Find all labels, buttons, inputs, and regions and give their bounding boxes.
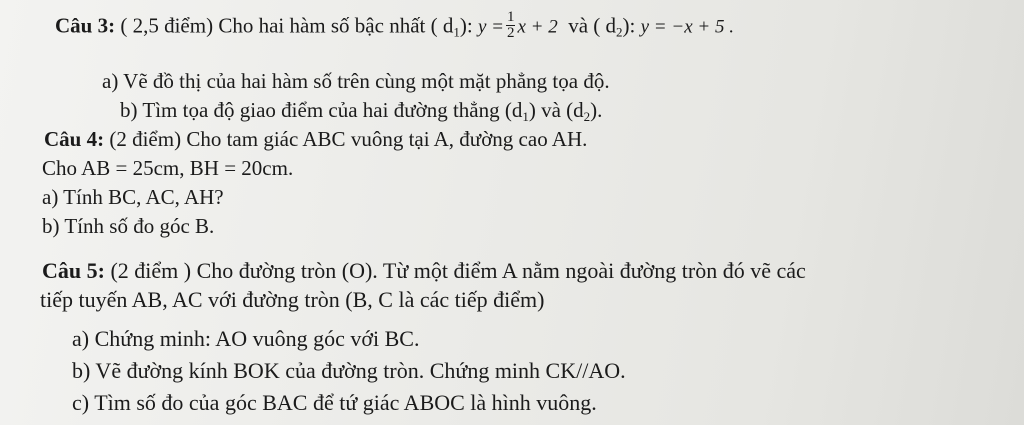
fraction-denominator: 2 bbox=[506, 25, 515, 41]
question-4-heading bbox=[44, 126, 587, 152]
question-5-heading bbox=[42, 258, 806, 284]
d2-subscript: 2 bbox=[616, 24, 623, 40]
question-5-part-c: c) Tìm số đo của góc BAC để tứ giác ABOC là hình vuông. bbox=[72, 390, 597, 415]
question-4-label: Câu 4: bbox=[44, 127, 105, 151]
d2-close: ): bbox=[622, 13, 636, 38]
equation-d1-lhs: y = bbox=[477, 16, 504, 38]
question-3-part-b-end: ). bbox=[590, 98, 603, 122]
equation-d2: y = −x + 5 . bbox=[640, 16, 734, 38]
question-5-part-b: b) Vẽ đường kính BOK của đường tròn. Chứng minh CK//AO. bbox=[72, 358, 626, 383]
question-3-label: Câu 3: bbox=[55, 13, 116, 38]
question-5-intro: (2 điểm ) Cho đường tròn (O). Từ một điểm A nằm ngoài đường tròn đó vẽ các bbox=[104, 258, 806, 283]
and-d2: và ( d bbox=[568, 13, 617, 38]
d1-subscript: 1 bbox=[453, 24, 460, 40]
question-5-label: Câu 5: bbox=[42, 258, 105, 283]
question-3-part-a: a) Vẽ đồ thị của hai hàm số trên cùng một mặt phẳng tọa độ. bbox=[102, 69, 610, 93]
question-4-part-a: a) Tính BC, AC, AH? bbox=[42, 185, 224, 209]
fraction-one-half bbox=[506, 10, 516, 41]
d1-close: ): bbox=[459, 13, 473, 38]
question-5-part-a: a) Chứng minh: AO vuông góc với BC. bbox=[72, 326, 420, 351]
question-3-heading bbox=[55, 9, 734, 45]
question-4-given: Cho AB = 25cm, BH = 20cm. bbox=[42, 156, 294, 180]
question-3-part-b-text: b) Tìm tọa độ giao điểm của hai đường thẳng (d bbox=[120, 98, 523, 122]
fraction-numerator: 1 bbox=[506, 9, 515, 25]
b-d1-subscript: 1 bbox=[522, 109, 529, 124]
question-3-intro: ( 2,5 điểm) Cho hai hàm số bậc nhất ( d bbox=[115, 13, 454, 38]
question-4-part-b: b) Tính số đo góc B. bbox=[42, 214, 215, 238]
equation-d1-rhs: x + 2 bbox=[517, 16, 558, 38]
question-4-intro: (2 điểm) Cho tam giác ABC vuông tại A, đường cao AH. bbox=[104, 127, 588, 151]
question-3-part-b-mid: ) và (d bbox=[528, 98, 584, 122]
question-5-intro-cont: tiếp tuyến AB, AC với đường tròn (B, C là các tiếp điểm) bbox=[40, 287, 545, 312]
b-d2-subscript: 2 bbox=[583, 109, 591, 124]
